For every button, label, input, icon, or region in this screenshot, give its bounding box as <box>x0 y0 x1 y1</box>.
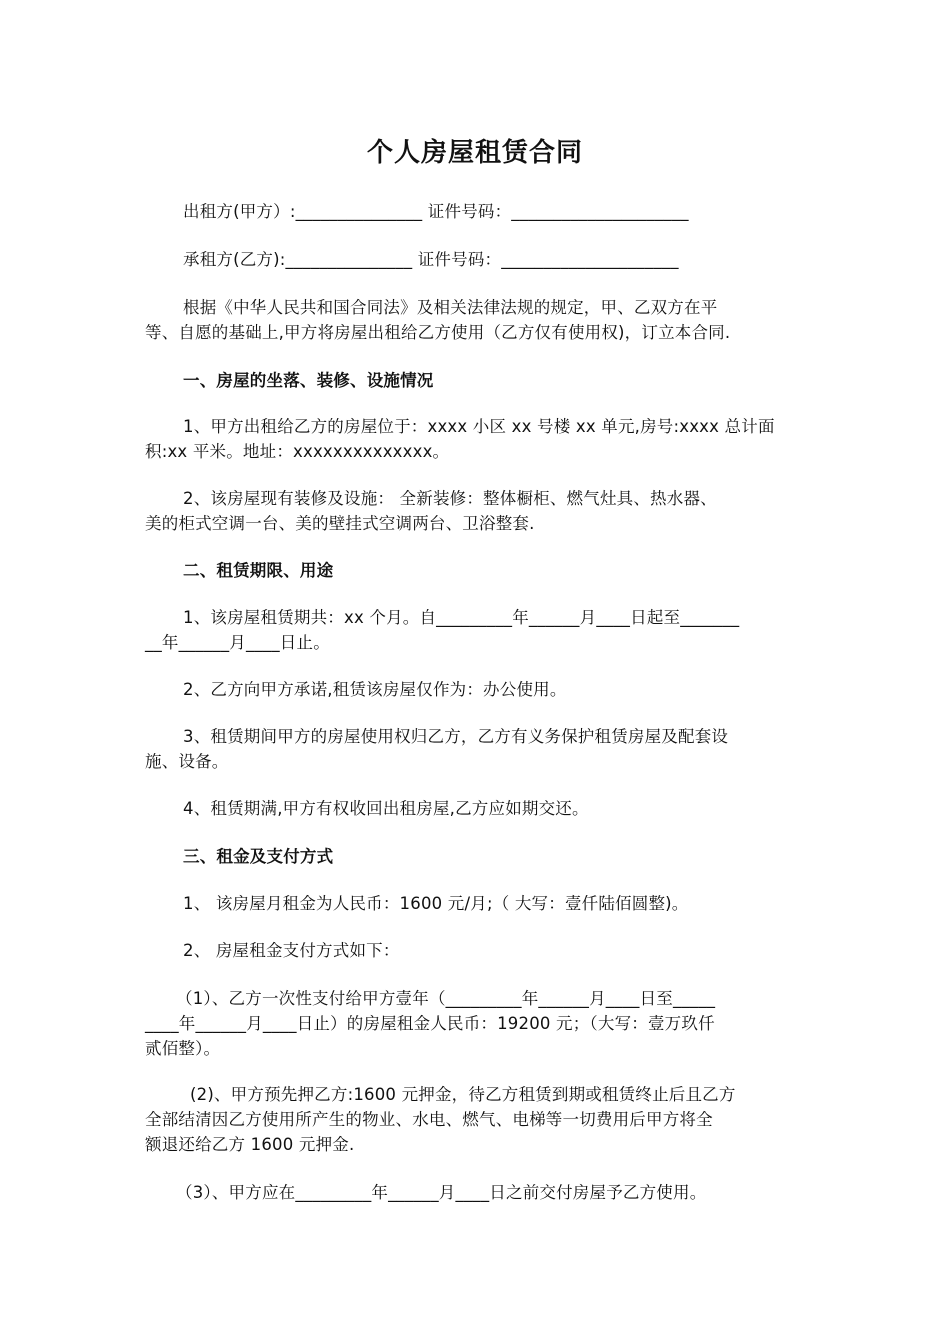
clause-2-4: 4、租赁期满,甲方有权收回出租房屋,乙方应如期交还。 <box>183 799 589 818</box>
preamble-line-1: 根据《中华人民共和国合同法》及相关法律法规的规定，甲、乙双方在平 <box>183 298 718 317</box>
preamble-line-2: 等、自愿的基础上,甲方将房屋出租给乙方使用（乙方仅有使用权)，订立本合同. <box>145 323 731 342</box>
party-b-line: 承租方(乙方):_______________ 证件号码：_____________________ <box>183 250 679 269</box>
clause-2-2: 2、乙方向甲方承诺,租赁该房屋仅作为：办公使用。 <box>183 680 567 699</box>
payment-item-2-line-3: 额退还给乙方 1600 元押金. <box>145 1135 355 1154</box>
section-heading-3: 三、租金及支付方式 <box>183 847 334 866</box>
payment-item-1-line-2: ____年______月____日止）的房屋租金人民币：19200 元；（大写：壹万玖仟 <box>145 1014 715 1033</box>
clause-2-3-line-1: 3、租赁期间甲方的房屋使用权归乙方，乙方有义务保护租赁房屋及配套设 <box>183 727 729 746</box>
payment-item-3: （3）、甲方应在_________年______月____日之前交付房屋予乙方使用。 <box>176 1183 707 1202</box>
section-heading-2: 二、租赁期限、用途 <box>183 561 334 580</box>
payment-item-1-line-1: （1）、乙方一次性支付给甲方壹年（_________年______月____日至_____ <box>176 989 716 1008</box>
clause-2-1-line-1: 1、该房屋租赁期共：xx 个月。自_________年______月____日起至_______ <box>183 608 740 627</box>
clause-3-2: 2、 房屋租金支付方式如下： <box>183 941 400 960</box>
payment-item-1-line-3: 贰佰整）。 <box>145 1039 221 1058</box>
clause-1-1-line-2: 积:xx 平米。地址：xxxxxxxxxxxxxx。 <box>145 442 450 461</box>
clause-2-3-line-2: 施、设备。 <box>145 752 229 771</box>
document-title: 个人房屋租赁合同 <box>366 138 583 168</box>
party-a-line: 出租方(甲方）:_______________ 证件号码：_____________________ <box>183 202 689 221</box>
section-heading-1: 一、房屋的坐落、装修、设施情况 <box>183 371 434 390</box>
clause-1-1-line-1: 1、甲方出租给乙方的房屋位于：xxxx 小区 xx 号楼 xx 单元,房号:xxxx 总计面 <box>183 417 775 436</box>
payment-item-2-line-2: 全部结清因乙方使用所产生的物业、水电、燃气、电梯等一切费用后甲方将全 <box>145 1110 713 1129</box>
clause-1-2-line-2: 美的柜式空调一台、美的壁挂式空调两台、卫浴整套. <box>145 514 535 533</box>
clause-1-2-line-1: 2、该房屋现有装修及设施： 全新装修：整体橱柜、燃气灶具、热水器、 <box>183 489 717 508</box>
clause-3-1: 1、 该房屋月租金为人民币：1600 元/月;（ 大写：壹仟陆佰圆整)。 <box>183 894 689 913</box>
payment-item-2-line-1: (2)、甲方预先押乙方:1600 元押金，待乙方租赁到期或租赁终止后且乙方 <box>190 1085 736 1104</box>
clause-2-1-line-2: __年______月____日止。 <box>145 633 330 652</box>
